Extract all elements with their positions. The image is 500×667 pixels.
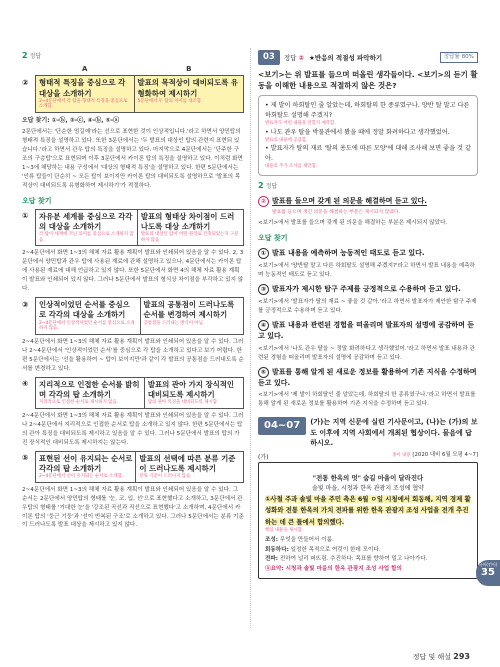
cell-a: 형태적 특징을 중심으로 각 대상을 소개하기 2~4문단에서 각 탑을 형태적 특징을 중심으로 소개함. <box>36 76 135 113</box>
explanation-paragraph: <보기>에서 '발표자가 탈의 재료 ~ 좋을 것 같아.'라고 하면서 발표자가 제안한 탐구 주제를 긍정적으로 수용하며 듣고 있다. <box>258 298 477 314</box>
article-body: ①사철 주과 솔빛 마을 주민 측은 6월 ㅇ일 시청에서 회동해, 지역 경제 활성화와 전통 한옥의 가치 전파를 위한 한옥 관광지 조성 사업을 전개 추진하는 데 큰 틀에서 합의했다. 핵심 내용을 제시함. <box>265 495 471 533</box>
glossary: 조성: 무엇을 만들어서 이룸. 회동하다: 일정한 목적으로 여럿이 한데 모이다. 전파: 전하여 널리 퍼뜨림. 추진하다: 목표를 향하여 밀고 나아가다. ⓐ요약: 시청과 솔빛 마을의 한옥 관광지 조성 사업 합의 <box>265 536 471 574</box>
explanation-paragraph: <보기>에서 '양반탈 말고 다른 하회탈도 설명해 주겠지?'라고 하면서 발표 내용을 예측하며 능동적인 태도로 듣고 있다. <box>258 263 475 279</box>
option-table-1: ① 자유분 세계를 중심으로 각각의 대상을 소개하기 각 탑이 세계에 지닌 의미를 중심으로 소개하지 않음. 발표의 형태상 차이점이 드러나도록 대상 소개하기 발표의 대상인 탑이 어떤 원리로 건축되었는지 구분하지 않음. <box>22 209 244 247</box>
cell-a: 지리적으로 인접한 순서를 밝히며 각각의 탑 소개하기 지리적으로 인접한 순서로 제시하지 않음. <box>36 377 145 408</box>
row-number: ② <box>22 77 29 87</box>
q2-answer-mark <box>22 50 244 62</box>
wrong-answer-title: 오답 찾기 <box>22 196 52 205</box>
source-citation: 종이 내용 [2020 대비 6월 모평 4~7] <box>392 451 478 458</box>
answer-table <box>22 64 244 113</box>
option-table-4: ④ 지리적으로 인접한 순서를 밝히며 각각의 탑 소개하기 지리적으로 인접한 순서로 제시하지 않음. 발표의 관아 가지 장식적인 대비되도록 제시하기 탑의 관아 특징을 대비되도록 제시함. <box>22 377 244 409</box>
answer-label: 정답 ② <box>283 53 304 62</box>
page-footer <box>413 651 470 663</box>
explanation-paragraph: 2~4문단에서 화면 1~3의 해체 자료 활용 계획이 발표와 인쇄되어 있음을 알 수 있다. 그러나 2~4문단에서 지리적으로 인접한 순서로 탑을 소개하고 있지 않다. 한편 5문단에서는 탑의 관아 특징을 대비되도록 제시하고 있음을 알 수 있다. 그러나 5문단에서 발표의 탑의 가진 장식적인 대비되도록 제시하지는 않는다. <box>22 412 244 446</box>
explanation-paragraph: <보기>에서 발표를 들으며 갖게 된 의문을 해결하는 부분은 제시되지 않았다. <box>258 220 448 227</box>
cell-b: 발표의 목적상이 대비되도록 유형화하여 제시하기 5문단에서 두 탑의 차이를 대조함. <box>134 76 243 113</box>
page-number: 293 <box>453 651 470 661</box>
view-box: • 제 발이 하회탈인 줄 알았는데, 하회탈의 한 종류였구나. 양반 탈 말고 다른 하회탈도 설명해 주겠지? 발표자가 어떤 내용을 말할지 예측함. • 나도 관우 탈을 박물관에서 봤을 때에 정말 화려하다고 생각했었어. 발표의 내용에 공감함. • 발표자가 탈의 재료 '탈의 용도에 따른 모양'에 대해 조사해 보면 좋을 것 같아. 내용의 추가 조사를 제안함. <box>258 95 478 175</box>
question-title: <보기>는 위 발표를 들으며 떠올린 생각들이다. <보기>의 듣기 활동을 이해한 내용으로 적절하지 않은 것은? <box>258 70 478 91</box>
answer-label: 정답 <box>29 53 42 60</box>
cell-a: 인상적이었던 순서를 중심으로 각각의 대상을 소개하기 2~4문단에서 인상적이었던 순서를 중심으로 소개하지 않음. <box>36 298 141 335</box>
right-column <box>258 50 478 579</box>
explanation-paragraph: 2문단에서는 '단순한 엄길예'라는 선으로 표현한 것이 인상적입니다.'라고 하면서 양민탑의 형태적 특징을 설명하고 있다. 또한 3문단에서는 '두 발표의 대상인 탑의 관련지 표현되 있습니다.'라고 하면서 관우 탑의 특징을 설명하고 있다. 마지막으로 4문단에서는 '단주한 구조의 구층탑'으로 표현되며 이후 3문단에서 카이론 탑의 특징을 설명하고 있다. 이처럼 화면 1~3에 해당하는 내용 구성에서 '대상의 형태적 특징'을 설명하고 있다. 한편 5문단에서는 '인류 탑들이 단순히 ~ 모든 탑이 보이지만 카이론 탑의 대비되도록 설명하므로 '발표의 목적상이 대비되도록 유형화하여 제시하기'가 적절하다. <box>22 129 243 189</box>
article-headline: "전통 한옥의 멋" 숨길 마을이 달라진다 <box>312 474 424 483</box>
option-item: ③ 발표자가 제시한 탐구 주제를 긍정적으로 수용하며 듣고 있다. <box>258 284 478 295</box>
article-subheadline: 솔빛 마을, 시청과 한옥 관광지 조성에 협약 <box>312 485 424 493</box>
footer-label: 정답 및 해설 <box>412 652 452 661</box>
option-note: 발표를 들으며 생긴 의문을 해결하는 부분은 제시되지 않았다. <box>272 209 401 215</box>
explanation-paragraph: 2~4문단에서 화면 1~3의 해체 자료 활용 계획이 발표와 인쇄되어 있음을 알 수 있다. 그 순서는 2문단에서 양민탑의 형태를 '눈, 코, 입, 선'으로 표현했다고 소개하고, 3문단에서 관우탑의 형태를 '거대한 눈'을 '강조된 곡선과 직선으로 표현했다'고 소개하며, 4문단에서 카이론 탑의 '둥근 기둥'과 '선이 반복된 구조'로 소개하고 있다. 그러나 5문단에서는 분류 기준이 드러나도록 발표 대상을 제시하고 있지 않다. <box>22 486 244 529</box>
correct-option: ② 발표를 들으며 갖게 된 의문을 해결하며 듣고 있다. <box>258 196 478 207</box>
col-header-b: B <box>186 65 192 74</box>
question-group-header <box>258 417 478 449</box>
option-item: ① 발표 내용을 예측하며 능동적인 태도로 듣고 있다. <box>258 248 478 259</box>
correct-rate-badge: 정답률 80% <box>440 52 478 63</box>
explanation-paragraph: <보기>에서 '제 발이 하회탈인 줄 알았는데, 하회탈의 한 종류였구나.'라고 하면서 발표를 통해 알게 된 새로운 정보를 활용하여 기존 지식을 수정하며 듣고 있다. <box>258 392 476 408</box>
col-header-a: A <box>82 65 88 74</box>
question-topic: ★반응의 적절성 파악하기 <box>309 53 383 62</box>
explanation-paragraph: 2~4문단에서 화면 1~3의 해체 자료 활용 계획이 발표와 인쇄되어 있음을 알 수 있다. 2, 3문단에서 양민탑과 관우 탑에 사용된 재료에 관해 설명하고 있으나, 4문단에서는 카이론 탑에 사용된 재료에 대해 언급하고 있지 않다. 또한 5문단에서 화면 4의 해체 자료 활용 계획이 발표와 인쇄되어 있지 않다. 그러나 5문단에서 발표의 형식상 차이점을 부각하고 있지 않다. <box>22 250 244 293</box>
question-range: 04~07 <box>258 417 306 435</box>
answer-number: 2 <box>22 51 28 60</box>
option-item: ⑤ 발표를 통해 알게 된 새로운 정보를 활용하여 기존 지식을 수정하며 듣고 있다. <box>258 367 477 387</box>
question-group-title: (가)는 지역 신문에 실린 기사문이고, (나)는 (가)의 보도 이후에 지역 사회에서 개최된 협상이다. 물음에 답하시오. <box>310 418 478 448</box>
article-label: (가) <box>258 454 269 462</box>
chapter-label: 국어(언어) <box>478 562 498 567</box>
cell-b: 발표의 관아 가지 장식적인 대비되도록 제시하기 탑의 관아 특징을 대비되도록 제시함. <box>144 377 243 408</box>
explanation-paragraph: 2~4문단에서 화면 1~3의 해체 자료 활용 계획이 발표와 인쇄되어 있음을 알 수 있다. 그러나 2~4문단에서 '인상적이었던 순서'를 중심으로 각 탑을 소개하고 있다고 보기 어렵다. 한편 5문단에서는 '선을 활용하여 ~ 탑이 보이지만'과 같이 각 발표의 공통점을 드러내도록 순서를 변경하고 있다. <box>22 338 244 372</box>
column-divider <box>250 48 251 628</box>
left-column <box>22 50 244 533</box>
question-number: 03 <box>258 50 280 65</box>
cell-a: 표현된 선이 유지되는 순서로 각각의 탑 소개하기 2~4문단에서 선이 유지되는 순서로 소개함. <box>36 451 136 482</box>
question-header <box>258 50 478 65</box>
cell-b: 발표의 선택에 따른 분류 기준이 드러나도록 제시하기 분류 기준이 드러나지 않음. <box>136 451 244 482</box>
key-answer: 오답 찾기: ①-ⓑ, ③-ⓒ, ④-ⓑ, ⑤-ⓐ <box>22 116 120 124</box>
summary-line: ⓐ요약: 시청과 솔빛 마을의 한옥 관광지 조성 사업 합의 <box>265 565 402 572</box>
wrong-answer-title: 오답 찾기 <box>258 234 288 243</box>
option-item: ④ 발표 내용과 관련된 경험을 떠올리며 발표자의 설명에 공감하며 듣고 있다. <box>258 320 475 340</box>
q3-answer-mark: 2 정답 <box>258 180 278 190</box>
cell-a: 자유분 세계를 중심으로 각각의 대상을 소개하기 각 탑이 세계에 지닌 의미를 중심으로 소개하지 않음. <box>36 209 138 246</box>
chapter-tab <box>476 560 500 586</box>
cell-b: 발표의 공통점이 드러나도록 순서를 변경하여 제시하기 공통점을 드러내는 방식이 아님. <box>140 298 244 335</box>
option-table-5: ⑤ 표현된 선이 유지되는 순서로 각각의 탑 소개하기 2~4문단에서 선이 유지되는 순서로 소개함. 발표의 선택에 따른 분류 기준이 드러나도록 제시하기 분류 기준이 드러나지 않음. <box>22 451 244 483</box>
option-table-3: ③ 인상적이었던 순서를 중심으로 각각의 대상을 소개하기 2~4문단에서 인상적이었던 순서를 중심으로 소개하지 않음. 발표의 공통점이 드러나도록 순서를 변경하여 제시하기 공통점을 드러내는 방식이 아님. <box>22 297 244 335</box>
chapter-number: 35 <box>481 567 495 579</box>
cell-b: 발표의 형태상 차이점이 드러나도록 대상 소개하기 발표의 대상인 탑이 어떤 원리로 건축되었는지 구분하지 않음. <box>137 209 243 246</box>
explanation-paragraph: <보기>에서 '나도 관우 탈을 ~ 정말 화려하다고 생각했었어.'라고 하면서 발표 내용과 관련된 경험을 떠올리며 발표자의 설명에 공감하며 듣고 있다. <box>258 345 475 361</box>
